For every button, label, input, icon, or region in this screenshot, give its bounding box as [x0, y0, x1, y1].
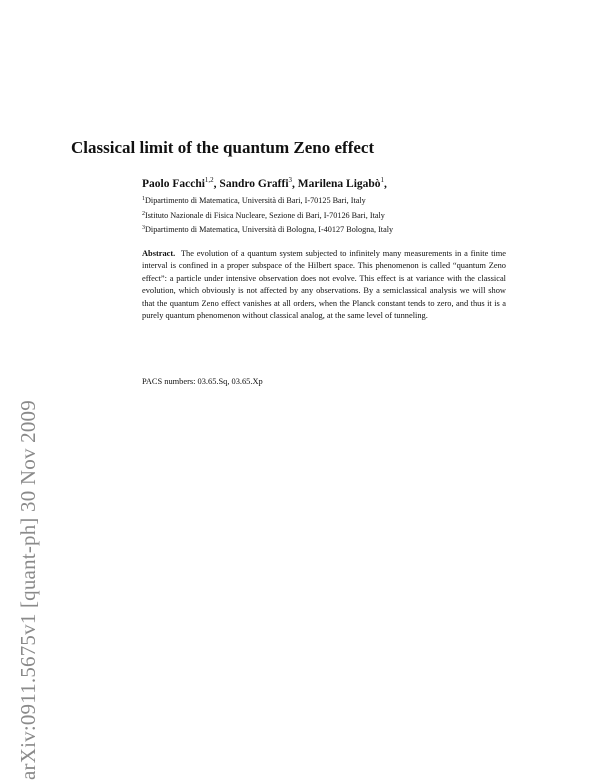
affiliation-marker: 2 — [142, 210, 145, 217]
affiliation-marker: 1 — [142, 196, 145, 202]
affiliation-item — [142, 222, 393, 237]
author-affiliation-marker: 1 — [380, 176, 385, 184]
abstract-label: Abstract. — [142, 249, 176, 258]
author-separator: , — [384, 178, 387, 190]
paper-title: Classical limit of the quantum Zeno effect — [71, 138, 375, 157]
affiliation-list — [142, 193, 393, 237]
author-separator: , — [213, 178, 220, 190]
affiliation-marker: 3 — [142, 225, 145, 231]
affiliation-text: Dipartimento di Matematica, Università di Bari, I-70125 Bari, Italy — [145, 196, 366, 205]
affiliation-item — [142, 208, 393, 223]
arxiv-identifier-stamp: arXiv:0911.5675v1 [quant-ph] 30 Nov 2009 — [16, 400, 40, 780]
author-list — [142, 176, 387, 190]
abstract — [142, 248, 506, 322]
author-affiliation-marker: 3 — [288, 176, 293, 184]
affiliation-text: Istituto Nazionale di Fisica Nucleare, Sezione di Bari, I-70126 Bari, Italy — [145, 210, 385, 220]
author-separator: , — [292, 178, 298, 190]
author-affiliation-marker: 1,2 — [204, 176, 214, 184]
author-name: Sandro Graffi — [219, 178, 289, 190]
affiliation-item — [142, 193, 393, 208]
abstract-text: The evolution of a quantum system subjected to infinitely many measurements in a finite time interval is confined in a proper subspace of the Hilbert space. This phenomenon is called “quantum Zeno effect”: a particle under intensive observation does not evolve. This effect is at variance with the classical evolution, which obviously is not affected by any observations. By a semiclassical analysis we will show that the quantum Zeno effect vanishes at all orders, when the Planck constant tends to zero, and thus it is a purely quantum phenomenon without classical analog, at the same level of tunneling. — [142, 249, 506, 321]
affiliation-text: Dipartimento di Matematica, Università di Bologna, I-40127 Bologna, Italy — [145, 225, 394, 234]
author-name: Paolo Facchi — [142, 178, 205, 190]
pacs-numbers: PACS numbers: 03.65.Sq, 03.65.Xp — [142, 377, 263, 386]
author-name: Marilena Ligabò — [297, 178, 381, 190]
